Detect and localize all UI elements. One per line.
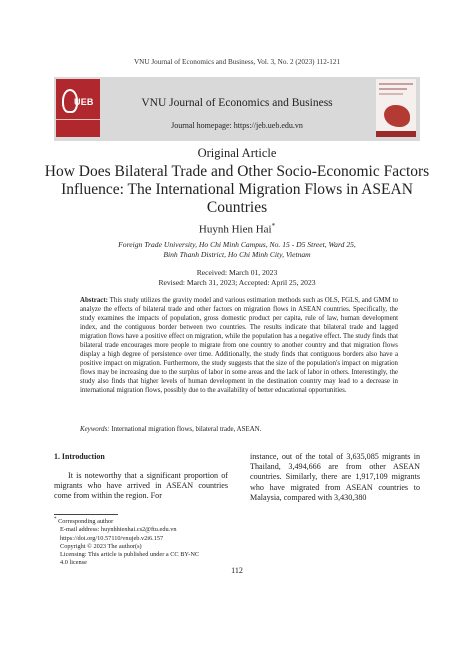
section-heading: 1. Introduction — [54, 452, 105, 461]
cover-footer-band — [376, 131, 416, 137]
journal-title: VNU Journal of Economics and Business — [141, 97, 333, 109]
revised-accepted-date: Revised: March 31, 2023; Accepted: April 25, 2023 — [158, 278, 316, 287]
author-email[interactable]: E-mail address: huynhhienhai.cs2@ftu.edu.vn — [60, 526, 177, 534]
author-line — [0, 222, 474, 236]
body-text-left-column: It is noteworthy that a significant proportion of migrants who have arrived in ASEAN countries come from within the region. For — [54, 471, 228, 501]
journal-homepage[interactable]: Journal homepage: https://jeb.ueb.edu.vn — [171, 121, 303, 130]
journal-cover-thumbnail — [376, 79, 416, 137]
keywords-text: International migration flows, bilateral trade, ASEAN. — [111, 426, 262, 433]
article-dates — [0, 268, 474, 288]
journal-banner — [54, 77, 420, 141]
author-mark: * — [271, 222, 276, 230]
body-text-right-column: instance, out of the total of 3,635,085 migrants in Thailand, 3,494,666 are from other ASEAN countries. Similarly, there are 1,917,109 migrants who have migrated from ASEAN countries to Malaysia, compared with 3,430,380 — [250, 452, 420, 502]
corresponding-author: Corresponding author — [58, 518, 114, 526]
footnote-divider — [54, 514, 118, 515]
page-number: 112 — [231, 566, 243, 575]
author-affiliation — [60, 240, 414, 260]
running-head: VNU Journal of Economics and Business, Vol. 3, No. 2 (2023) 112-121 — [133, 58, 341, 66]
ueb-logo-text: UEB — [74, 97, 94, 107]
keywords — [80, 425, 398, 434]
affiliation-line: Foreign Trade University, Ho Chi Minh Campus, No. 15 - D5 Street, Ward 25, — [118, 240, 356, 249]
cover-header-line — [379, 88, 407, 90]
author-name: Huynh Hien Hai — [198, 223, 272, 236]
abstract-text: This study utilizes the gravity model and various estimation methods such as OLS, FGLS, and GMM to analyze the effects of bilateral trade and other factors on migration flows in ASEAN countries. Specifically, the study examines the impacts of population, gross domestic product per capita, rule of law, human development index, and the contiguous border between two countries. The results indicate that bilateral trade and lagged migration flows have a positive effect on migration, while the population has a negative effect. The study finds that bilateral trade encourages more people to migrate from one country to another country and that migration flows display a high degree of persistence over time. Additionally, the study finds that contiguous borders also have a positive impact on migration. Furthermore, the study suggests that the size of the population's impact on migration flows may be increasing due to the surplus of labor in some areas and the lack of labor in others. Interestingly, the study also finds that higher levels of human development in the destination country may lead to a decrease in international migration flows, possibly due to the availability of better educational opportunities. — [80, 297, 398, 394]
footnote-mark: * — [54, 517, 57, 522]
cover-header-line — [379, 83, 413, 85]
cover-artwork — [384, 105, 410, 127]
doi-link[interactable]: https://doi.org/10.57110/vnujeb.v2i6.157 — [60, 534, 164, 542]
abstract-label: Abstract: — [80, 297, 108, 304]
abstract — [80, 297, 398, 395]
license-line: Licensing: This article is published under a CC BY-NC — [60, 550, 200, 558]
affiliation-line: Binh Thanh District, Ho Chi Minh City, Vietnam — [163, 250, 311, 259]
license-line: 4.0 license — [60, 559, 87, 567]
ueb-logo — [56, 79, 100, 137]
cover-header-line — [379, 93, 403, 95]
copyright: Copyright © 2023 The author(s) — [60, 542, 142, 550]
received-date: Received: March 01, 2023 — [196, 268, 278, 277]
keywords-label: Keywords: — [80, 426, 110, 433]
article-title: How Does Bilateral Trade and Other Socio-Economic Factors Influence: The International Migration Flows in ASEAN Countries — [44, 163, 430, 216]
article-type: Original Article — [197, 146, 277, 160]
logo-divider — [56, 119, 100, 120]
footnotes — [54, 516, 234, 567]
